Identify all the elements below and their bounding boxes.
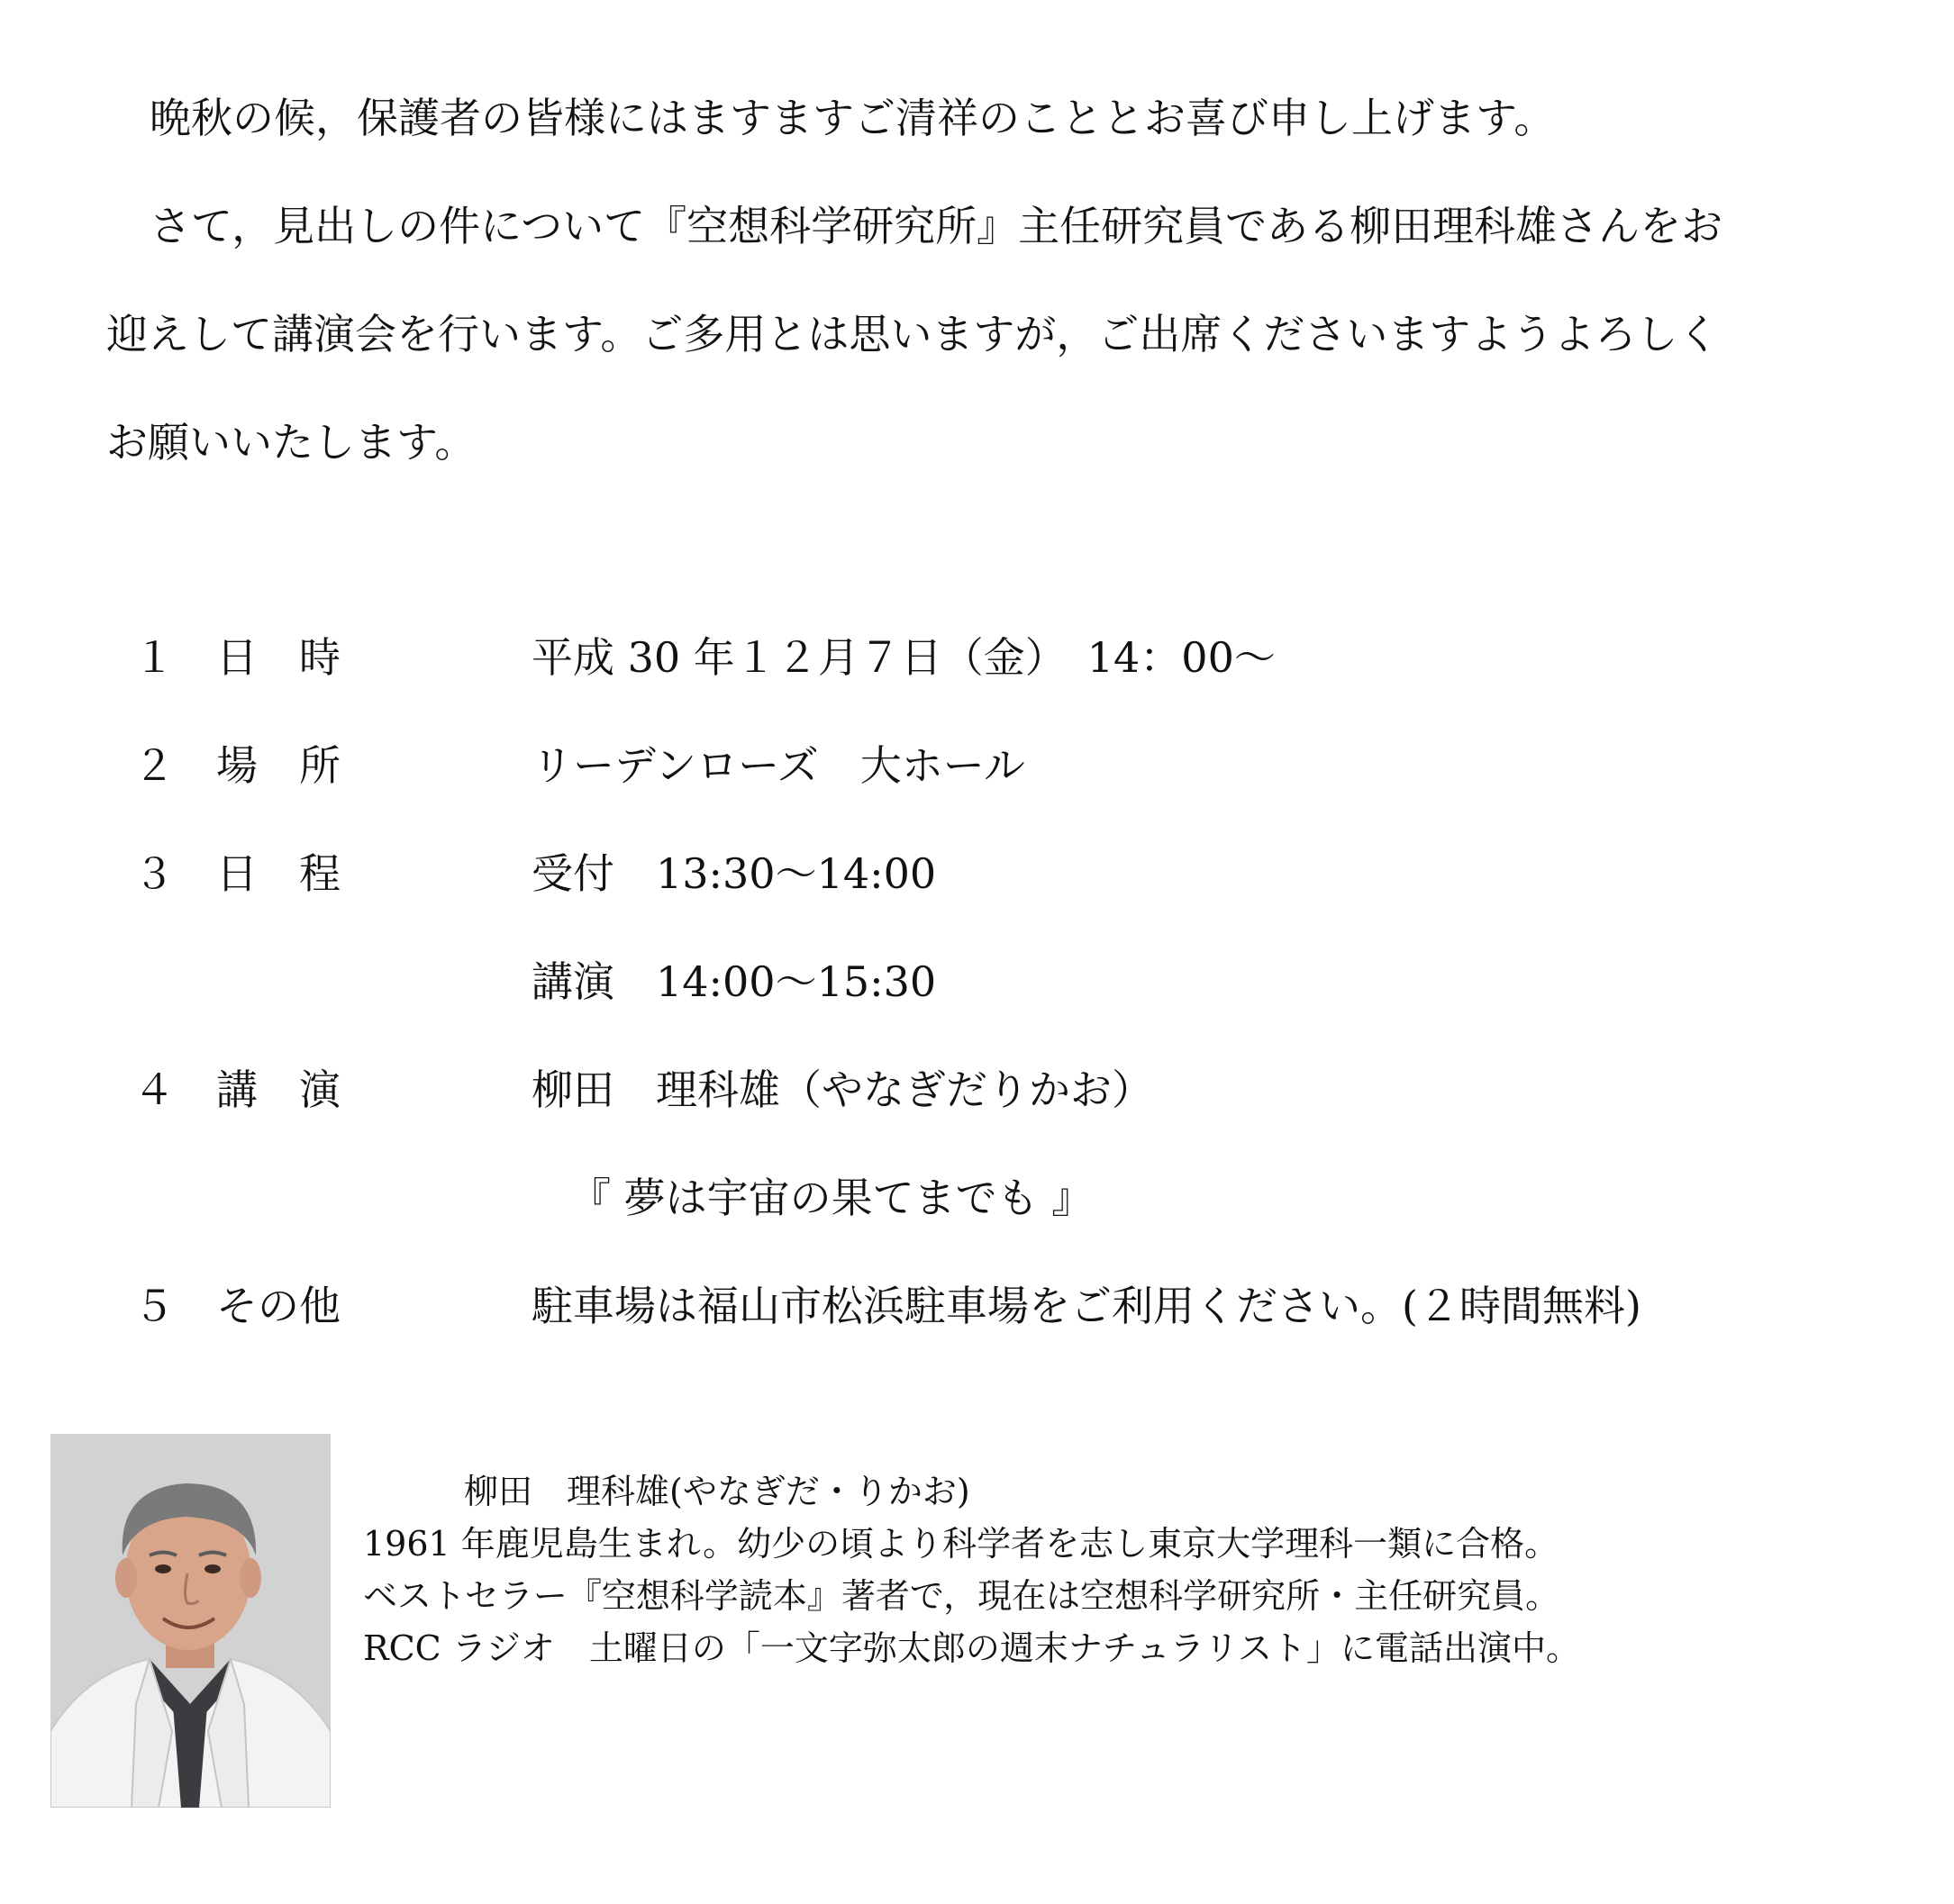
- item-number: ２: [133, 741, 175, 790]
- intro-paragraph-line-2: 迎えして講演会を行います。ご多用とは思いますが，ご出席くださいますようよろしく: [106, 310, 1720, 358]
- greeting-paragraph: 晩秋の候，保護者の皆様にはますますご清祥のこととお喜び申し上げます。: [150, 94, 1556, 142]
- item-label: 講 演: [216, 1065, 341, 1114]
- item-value: 講演 14:00～15:30: [532, 957, 937, 1006]
- item-number: ３: [133, 849, 175, 898]
- bio-line-3: RCC ラジオ 土曜日の「一文字弥太郎の週末ナチュラリスト」に電話出演中。: [363, 1628, 1580, 1668]
- item-value: 駐車場は福山市松浜駐車場をご利用ください。(２時間無料): [532, 1282, 1641, 1330]
- speaker-photo: [50, 1434, 331, 1808]
- item-label: 日 程: [216, 849, 341, 898]
- bio-line-2: ベストセラー『空想科学読本』著者で，現在は空想科学研究所・主任研究員。: [363, 1576, 1560, 1616]
- item-number: １: [133, 633, 175, 682]
- item-value: リーデンローズ 大ホール: [532, 741, 1025, 790]
- item-value: 受付 13:30～14:00: [532, 849, 937, 898]
- item-label: 場 所: [216, 741, 341, 790]
- speaker-portrait-illustration: [50, 1434, 331, 1808]
- lecture-title: 『 夢は宇宙の果てまでも 』: [569, 1174, 1094, 1222]
- item-value: 平成 30 年１２月７日（金） 14：00～: [532, 633, 1276, 682]
- item-label: 日 時: [216, 633, 341, 682]
- item-number: ４: [133, 1065, 175, 1114]
- item-label: その他: [216, 1282, 341, 1330]
- item-value: 柳田 理科雄（やなぎだりかお）: [532, 1065, 1153, 1114]
- bio-line-1: 1961 年鹿児島生まれ。幼少の頃より科学者を志し東京大学理科一類に合格。: [363, 1524, 1559, 1564]
- intro-paragraph-line-3: お願いいたします。: [106, 418, 477, 467]
- intro-paragraph-line-1: さて，見出しの件について『空想科学研究所』主任研究員である柳田理科雄さんをお: [150, 202, 1723, 250]
- item-number: ５: [133, 1282, 175, 1330]
- bio-name: 柳田 理科雄(やなぎだ・りかお): [464, 1472, 970, 1511]
